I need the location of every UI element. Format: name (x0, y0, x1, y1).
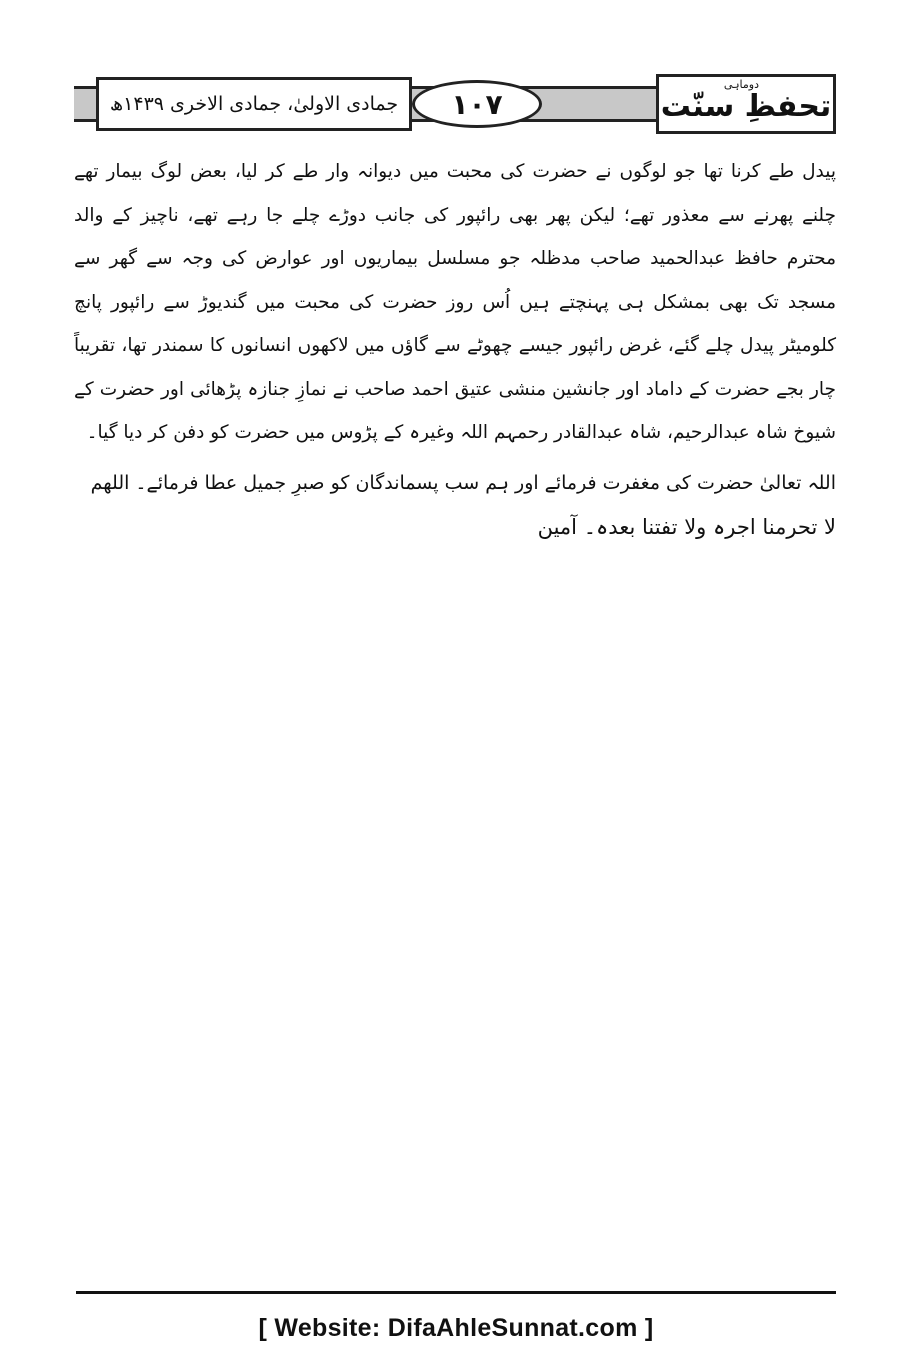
dua-line-2: لا تحرمنا اجرہ ولا تفتنا بعدہ۔ آمین (537, 514, 836, 539)
page-number-oval (412, 80, 542, 128)
magazine-title: تحفظِ سنّت (660, 89, 832, 124)
footer-divider (76, 1291, 836, 1294)
issue-date: جمادی الاولیٰ، جمادی الاخری ۱۴۳۹ھ (109, 93, 399, 115)
dua-line-1: اللہ تعالیٰ حضرت کی مغفرت فرمائے اور ہم سب پسماندگان کو صبرِ جمیل عطا فرمائے۔ اللھم (90, 471, 836, 494)
website-footer: [ Website: DifaAhleSunnat.com ] (258, 1314, 654, 1342)
page-header (74, 74, 836, 134)
magazine-logo-box (656, 74, 836, 134)
issue-date-box (96, 77, 412, 131)
magazine-frequency: دوماہی (723, 78, 759, 91)
page-number: ۱۰۷ (451, 87, 503, 121)
article-body (74, 150, 836, 549)
body-paragraph: پیدل طے کرنا تھا جو لوگوں نے حضرت کی محبت میں دیوانہ وار طے کر لیا، بعض لوگ بیمار تھے چلنے پھرنے سے معذور تھے؛ لیکن پھر بھی رائپور کی جانب دوڑے چلے جا رہے تھے، ناچیز کے والد محترم حافظ عبدالحمید صاحب مدظلہ جو مسلسل بیماریوں اور عوارض کی وجہ سے گھر سے مسجد تک بھی بمشکل ہی پہنچتے ہیں اُس روز حضرت کی محبت میں گندیوڑ سے رائپور پانچ کلومیٹر پیدل چلے گئے، غرض رائپور جیسے چھوٹے سے گاؤں میں لاکھوں انسانوں کا سمندر تھا، تقریباً چار بجے حضرت کے داماد اور جانشین منشی عتیق احمد صاحب نے نمازِ جنازہ پڑھائی اور حضرت کے شیوخ شاہ عبدالرحیم، شاہ عبدالقادر رحمہم اللہ وغیرہ کے پڑوس میں حضرت کو دفن کر دیا گیا۔ (74, 161, 836, 443)
